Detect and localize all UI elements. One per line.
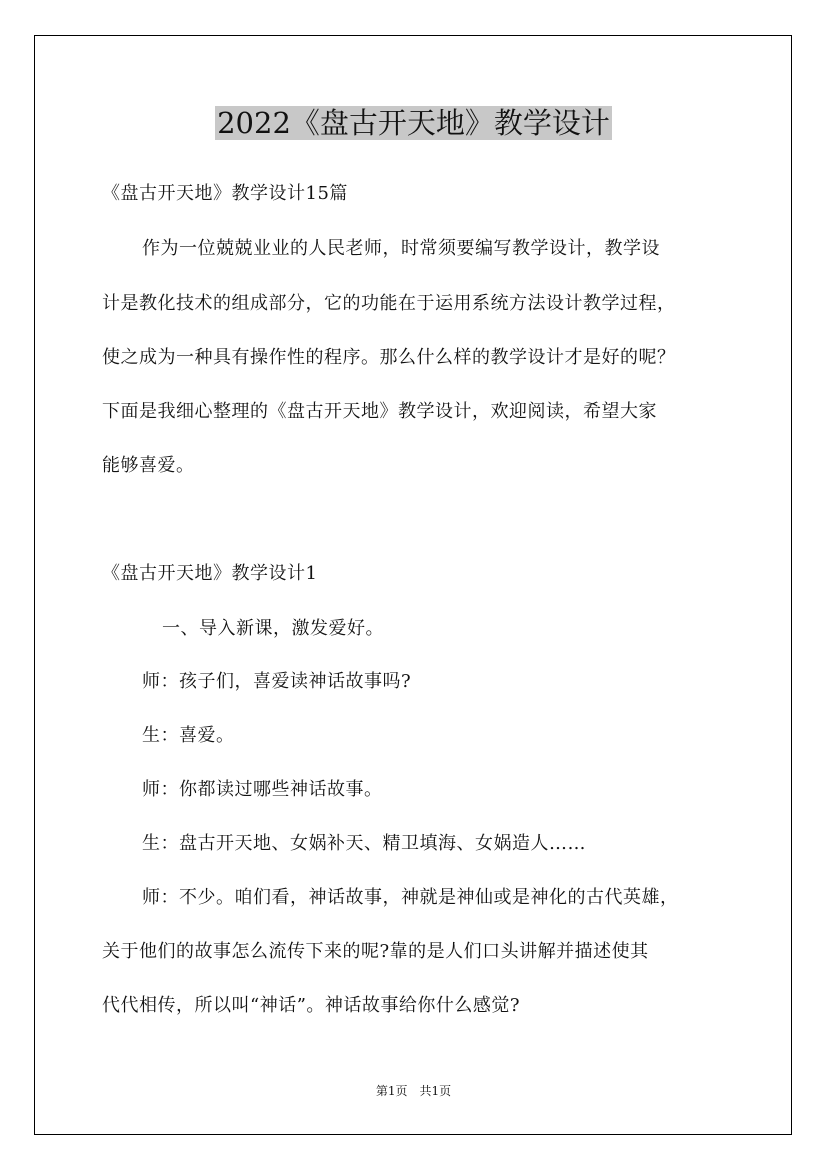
dialogue-line-3: 师：你都读过哪些神话故事。 xyxy=(142,779,383,800)
closing-line-2: 关于他们的故事怎么流传下来的呢?靠的是人们口头讲解并描述使其 xyxy=(102,941,649,962)
document-subtitle: 《盘古开天地》教学设计15篇 xyxy=(102,183,348,204)
step-heading: 一、导入新课，激发爱好。 xyxy=(162,618,384,639)
document-title-text: 2022《盘古开天地》教学设计 xyxy=(217,106,610,140)
dialogue-line-1: 师：孩子们，喜爱读神话故事吗? xyxy=(142,671,412,692)
intro-line-2: 计是教化技术的组成部分，它的功能在于运用系统方法设计教学过程， xyxy=(102,293,676,314)
dialogue-line-4: 生：盘古开天地、女娲补天、精卫填海、女娲造人…… xyxy=(142,833,586,854)
intro-line-3: 使之成为一种具有操作性的程序。那么什么样的教学设计才是好的呢？ xyxy=(102,347,676,368)
section-heading: 《盘古开天地》教学设计1 xyxy=(102,563,318,584)
document-title xyxy=(0,103,827,143)
closing-line-1: 师：不少。咱们看，神话故事，神就是神仙或是神化的古代英雄， xyxy=(142,887,679,908)
intro-line-4: 下面是我细心整理的《盘古开天地》教学设计，欢迎阅读，希望大家 xyxy=(102,401,657,422)
closing-line-3: 代代相传，所以叫“神话”。神话故事给你什么感觉? xyxy=(102,995,521,1016)
intro-line-5: 能够喜爱。 xyxy=(102,455,195,476)
dialogue-line-2: 生：喜爱。 xyxy=(142,725,235,746)
page-footer: 第1页 共1页 xyxy=(375,1084,452,1098)
intro-line-1: 作为一位兢兢业业的人民老师，时常须要编写教学设计，教学设 xyxy=(142,238,660,259)
